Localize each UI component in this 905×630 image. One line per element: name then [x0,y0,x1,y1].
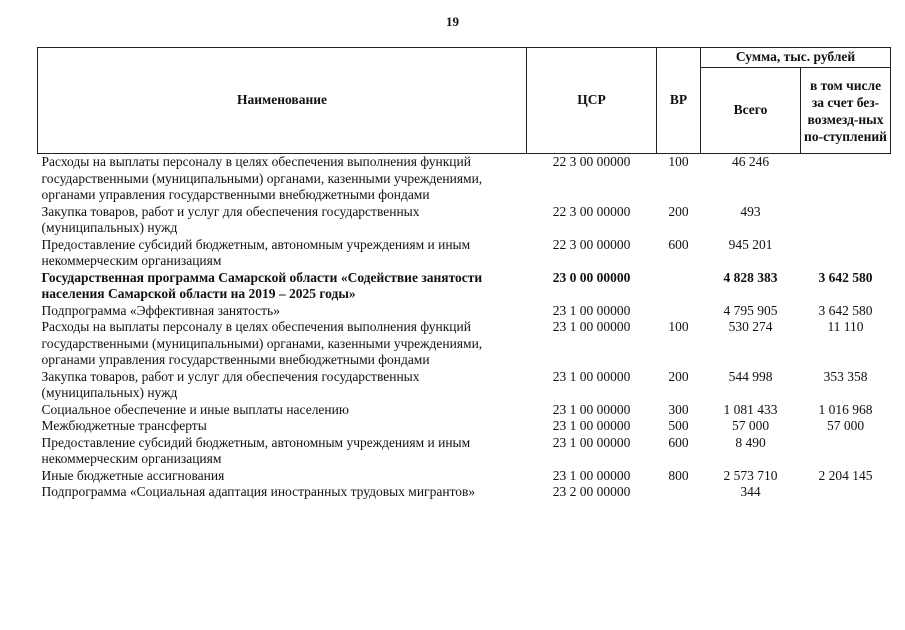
table-row [38,270,891,303]
row-gratuitous [801,484,891,501]
row-total: 530 274 [728,319,773,334]
row-gratuitous: 1 016 968 [818,401,873,417]
row-name: Закупка товаров, работ и услуг для обеспечения государственных (муниципальных) нужд [41,203,420,235]
row-vr: 800 [668,467,689,483]
row-vr [657,270,701,303]
row-name: Расходы на выплаты персоналу в целях обеспечения выполнения функций государственными (муниципальными) органами, казенными учреждениями, органами управления государственными внебюджетными фондами [41,154,483,202]
row-total: 544 998 [728,368,773,384]
row-csr: 23 1 00 00000 [552,319,631,334]
row-name: Межбюджетные трансферты [41,418,207,433]
header-csr: ЦСР [527,48,657,154]
row-gratuitous [801,204,891,237]
budget-table [37,47,891,501]
table-row [38,468,891,485]
row-vr: 100 [668,319,689,334]
row-name: Подпрограмма «Эффективная занятость» [41,302,280,318]
row-csr: 23 1 00 00000 [552,302,631,318]
row-csr: 22 3 00 00000 [552,203,631,219]
row-csr: 22 3 00 00000 [552,236,631,252]
row-vr [657,484,701,501]
row-total: 46 246 [731,154,770,169]
header-vr: ВР [657,48,701,154]
row-gratuitous: 57 000 [826,418,865,433]
header-name: Наименование [38,48,527,154]
row-csr: 23 1 00 00000 [552,467,631,483]
row-csr: 23 0 00 00000 [552,269,631,285]
table-body [38,154,891,501]
row-total: 4 795 905 [723,302,778,318]
row-gratuitous: 353 358 [823,368,868,384]
table-header [38,48,891,154]
row-csr: 23 1 00 00000 [552,418,631,433]
table-row [38,204,891,237]
row-csr: 23 1 00 00000 [552,368,631,384]
row-csr: 22 3 00 00000 [552,154,631,169]
row-name: Предоставление субсидий бюджетным, автономным учреждениям и иным некоммерческим организациям [41,434,471,466]
row-name: Закупка товаров, работ и услуг для обеспечения государственных (муниципальных) нужд [41,368,420,400]
row-name: Подпрограмма «Социальная адаптация иностранных трудовых мигрантов» [41,484,476,499]
row-total: 945 201 [728,236,773,252]
row-name: Государственная программа Самарской области «Содействие занятости населения Самарской области на 2019 – 2025 годы» [41,269,483,301]
row-csr: 23 1 00 00000 [552,401,631,417]
table-row [38,435,891,468]
header-gratuitous: в том числе за счет без-возмезд-ных по-ступлений [801,68,891,154]
row-total: 4 828 383 [723,269,778,285]
row-gratuitous [801,154,891,204]
header-total: Всего [701,68,801,154]
table-row [38,418,891,435]
row-vr [657,303,701,320]
row-name: Социальное обеспечение и иные выплаты населению [41,401,349,417]
row-vr: 200 [668,203,689,219]
row-vr: 600 [668,434,689,450]
row-csr: 23 1 00 00000 [552,434,631,450]
row-total: 1 081 433 [723,401,778,417]
row-csr: 23 2 00 00000 [552,484,631,499]
table-row [38,402,891,419]
row-gratuitous: 3 642 580 [818,269,873,285]
row-vr: 200 [668,368,689,384]
table-row [38,237,891,270]
page-number: 19 [446,14,459,29]
row-name: Расходы на выплаты персоналу в целях обеспечения выполнения функций государственными (муниципальными) органами, казенными учреждениями, органами управления государственными внебюджетными фондами [41,319,483,367]
row-vr: 100 [668,154,689,169]
row-vr: 600 [668,236,689,252]
row-gratuitous: 2 204 145 [818,467,873,483]
row-name: Иные бюджетные ассигнования [41,467,225,483]
row-gratuitous: 11 110 [827,319,864,334]
table-row [38,369,891,402]
table-row [38,154,891,204]
row-total: 493 [740,203,761,219]
table-row [38,484,891,501]
table-row [38,319,891,369]
row-gratuitous [801,435,891,468]
row-total: 57 000 [731,418,770,433]
row-total: 8 490 [735,434,766,450]
table-row [38,303,891,320]
row-vr: 300 [668,401,689,417]
row-vr: 500 [668,418,689,433]
row-gratuitous: 3 642 580 [818,302,873,318]
row-gratuitous [801,237,891,270]
header-sum-group: Сумма, тыс. рублей [701,48,891,68]
row-total: 344 [740,484,761,499]
row-total: 2 573 710 [723,467,778,483]
row-name: Предоставление субсидий бюджетным, автономным учреждениям и иным некоммерческим организациям [41,236,471,268]
